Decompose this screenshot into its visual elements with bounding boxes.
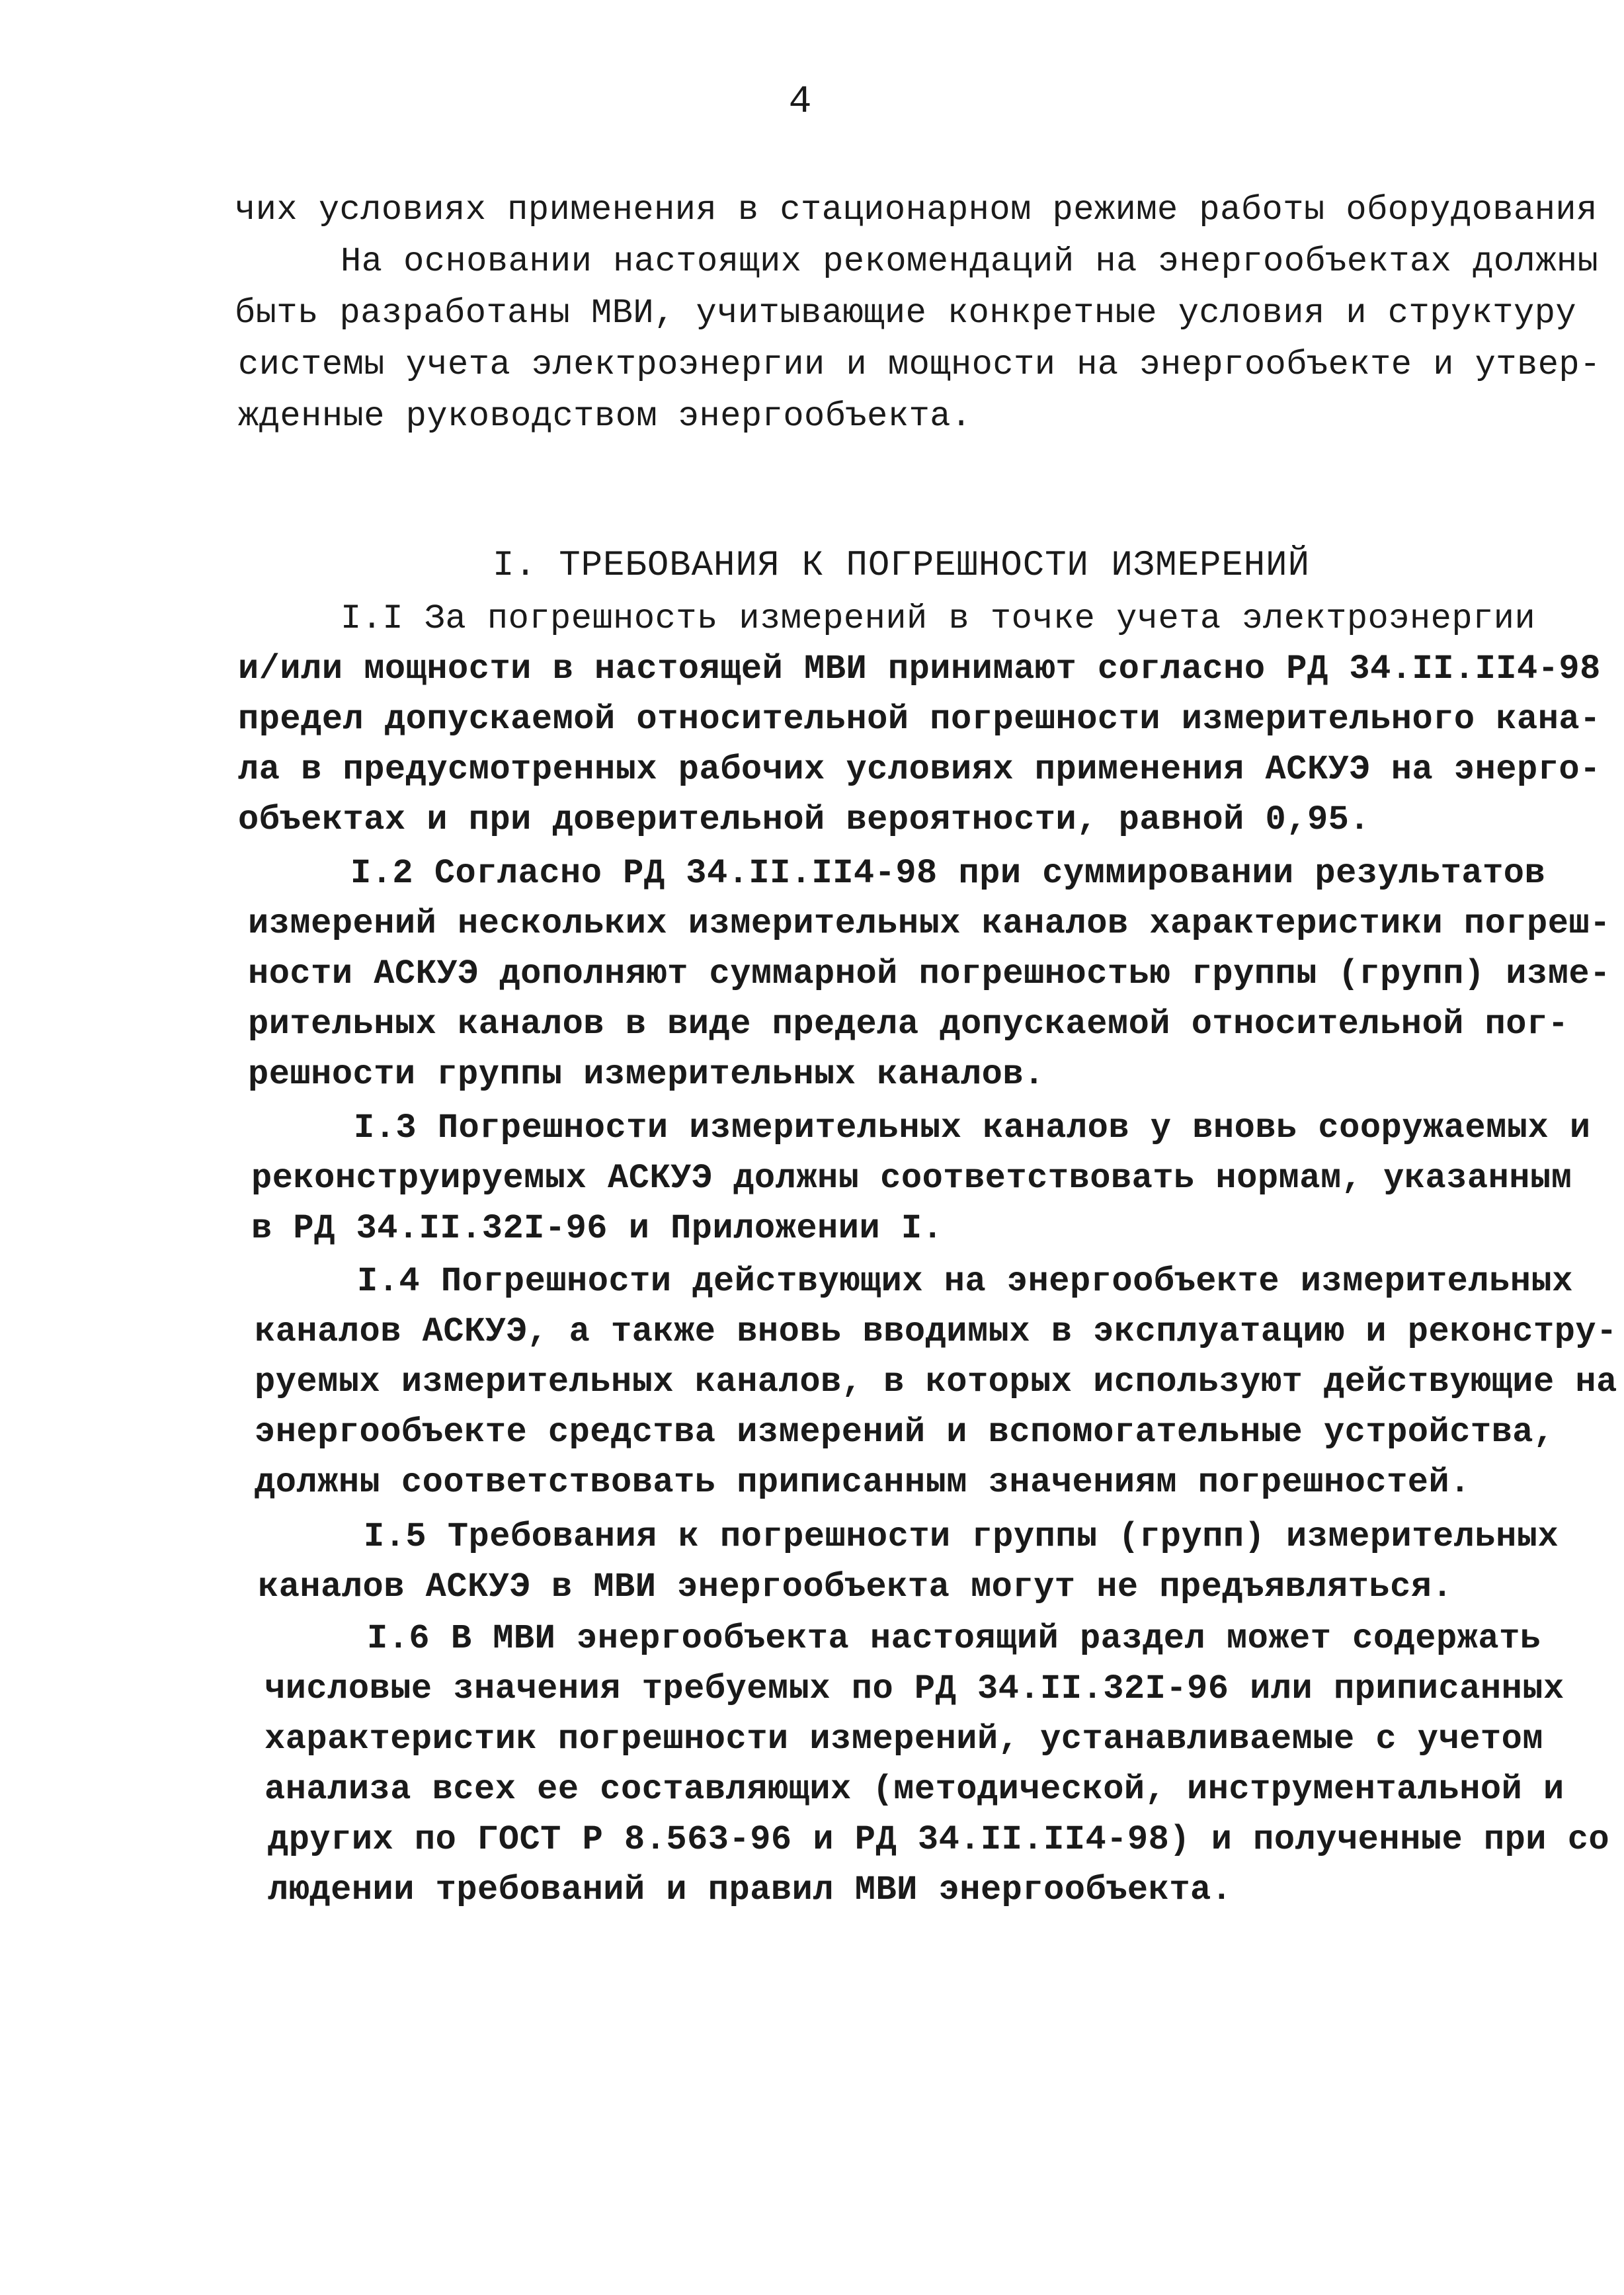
body-line: числовые значения требуемых по РД 34.II.32I-96 или приписанных <box>264 1669 1564 1708</box>
body-line: I.2 Согласно РД 34.II.II4-98 при суммировании результатов <box>350 854 1546 893</box>
body-line: и/или мощности в настоящей МВИ принимают согласно РД 34.II.II4-98 <box>238 649 1601 689</box>
body-line: предел допускаемой относительной погрешности измерительного кана- <box>238 700 1601 739</box>
body-line: ности АСКУЭ дополняют суммарной погрешностью группы (групп) изме- <box>248 954 1611 993</box>
body-line: решности группы измерительных каналов. <box>248 1055 1045 1094</box>
body-line: ла в предусмотренных рабочих условиях применения АСКУЭ на энерго- <box>238 750 1601 789</box>
body-line: реконструируемых АСКУЭ должны соответствовать нормам, указанным <box>251 1159 1572 1198</box>
body-line: в РД 34.II.32I-96 и Приложении I. <box>251 1209 944 1248</box>
section-heading: I. ТРЕБОВАНИЯ К ПОГРЕШНОСТИ ИЗМЕРЕНИЙ <box>493 546 1310 586</box>
body-line: людении требований и правил МВИ энергообъекта. <box>268 1870 1233 1909</box>
body-line: I.5 Требования к погрешности группы (групп) измерительных <box>364 1517 1559 1556</box>
body-line: энергообъекте средства измерений и вспомогательные устройства, <box>255 1413 1555 1452</box>
body-line: I.3 Погрешности измерительных каналов у вновь сооружаемых и <box>354 1108 1591 1148</box>
body-line: измерений нескольких измерительных каналов характеристики погреш- <box>248 904 1611 943</box>
intro-line: жденные руководством энергообъекта. <box>238 397 972 436</box>
intro-line: чих условиях применения в стационарном режиме работы оборудования <box>235 190 1598 230</box>
body-line: I.6 В МВИ энергообъекта настоящий раздел может содержать <box>367 1619 1541 1658</box>
body-line: рительных каналов в виде предела допускаемой относительной пог- <box>248 1005 1569 1044</box>
intro-line: На основании настоящих рекомендаций на энергообъектах должны <box>341 242 1599 281</box>
body-line: I.I За погрешность измерений в точке учета электроэнергии <box>341 599 1536 638</box>
body-line: должны соответствовать приписанным значениям погрешностей. <box>255 1463 1471 1502</box>
body-line: объектах и при доверительной вероятности, равной 0,95. <box>238 800 1371 839</box>
intro-line: системы учета электроэнергии и мощности на энергообъекте и утвер- <box>238 345 1601 384</box>
body-line: характеристик погрешности измерений, устанавливаемые с учетом <box>264 1720 1544 1759</box>
page-number: 4 <box>788 81 812 124</box>
body-line: руемых измерительных каналов, в которых используют действующие на <box>255 1362 1617 1401</box>
body-line: каналов АСКУЭ, а также вновь вводимых в эксплуатацию и реконстру- <box>255 1312 1617 1351</box>
body-line: каналов АСКУЭ в МВИ энергообъекта могут не предъявляться. <box>258 1567 1453 1607</box>
body-line: других по ГОСТ Р 8.563-96 и РД 34.II.II4-98) и полученные при со <box>268 1820 1610 1859</box>
intro-line: быть разработаны МВИ, учитывающие конкретные условия и структуру <box>235 294 1577 333</box>
body-line: I.4 Погрешности действующих на энергообъекте измерительных <box>357 1262 1573 1301</box>
body-line: анализа всех ее составляющих (методической, инструментальной и <box>264 1770 1564 1809</box>
